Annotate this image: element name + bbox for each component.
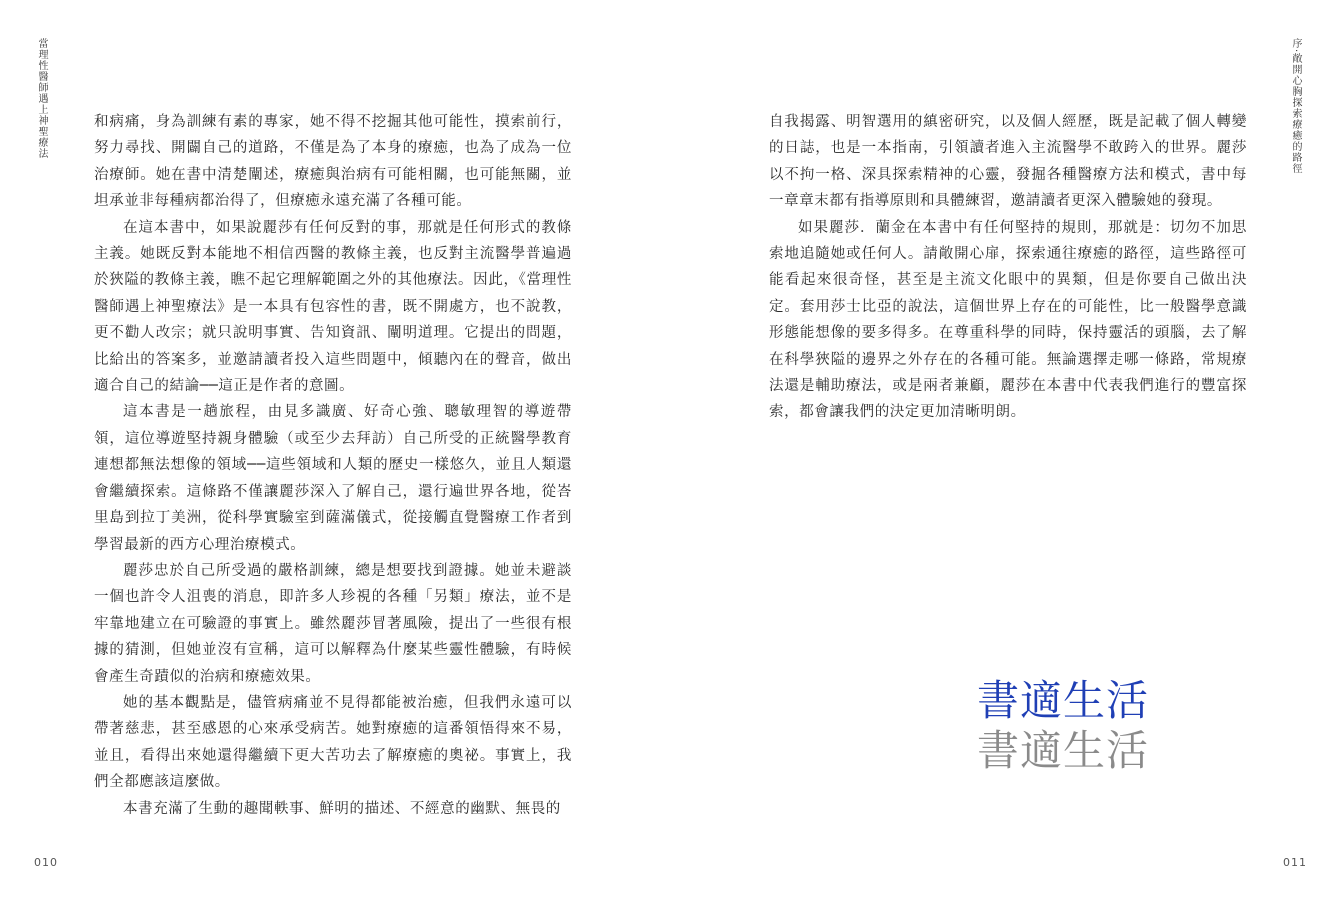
paragraph: 和病痛，身為訓練有素的專家，她不得不挖掘其他可能性，摸索前行，努力尋找、開闢自己的道路，不僅是為了本身的療癒，也為了成為一位治療師。她在書中清楚闡述，療癒與治病有可能相關，也可能無關，並坦承並非每種病都治得了，但療癒永遠充滿了各種可能。 (94, 114, 572, 210)
watermark-line-gray: 書適生活 (977, 726, 1150, 775)
right-page (669, 0, 1339, 906)
publisher-watermark (977, 676, 1149, 776)
right-page-body (769, 109, 1247, 426)
paragraph: 本書充滿了生動的趣聞軼事、鮮明的描述、不經意的幽默、無畏的 (123, 800, 561, 817)
paragraph: 在這本書中，如果說麗莎有任何反對的事，那就是任何形式的教條主義。她既反對本能地不相信西醫的教條主義，也反對主流醫學普遍過於狹隘的教條主義，瞧不起它理解範圍之外的其他療法。因此，《當理性醫師遇上神聖療法》是一本具有包容性的書，既不開處方，也不說教，更不勸人改宗；就只說明事實、告知資訊、闡明道理。它提出的問題，比給出的答案多，並邀請讀者投入這些問題中，傾聽內在的聲音，做出適合自己的結論──這正是作者的意圖。 (94, 219, 572, 395)
running-head-book-title: 當理性醫師遇上神聖療法 (36, 38, 47, 159)
paragraph: 如果麗莎．蘭金在本書中有任何堅持的規則，那就是：切勿不加思索地追隨她或任何人。請敞開心扉，探索通往療癒的路徑，這些路徑可能看起來很奇怪，甚至是主流文化眼中的異類，但是你要自己做出決定。套用莎士比亞的說法，這個世界上存在的可能性，比一般醫學意識形態能想像的要多得多。在尊重科學的同時，保持靈活的頭腦，去了解在科學狹隘的邊界之外存在的各種可能。無論選擇走哪一條路，常規療法還是輔助療法，或是兩者兼顧，麗莎在本書中代表我們進行的豐富探索，都會讓我們的決定更加清晰明朗。 (769, 219, 1247, 421)
left-page (0, 0, 669, 906)
page-number: 010 (34, 856, 58, 869)
paragraph: 這本書是一趟旅程，由見多識廣、好奇心強、聰敏理智的導遊帶領，這位導遊堅持親身體驗（或至少去拜訪）自己所受的正統醫學教育連想都無法想像的領域──這些領域和人類的歷史一樣悠久，並且人類還會繼續探索。這條路不僅讓麗莎深入了解自己，還行遍世界各地，從峇里島到拉丁美洲，從科學實驗室到薩滿儀式，從接觸直覺醫療工作者到學習最新的西方心理治療模式。 (94, 404, 572, 553)
left-page-body (94, 109, 572, 822)
running-head-chapter-title: 序‧敞開心胸探索療癒的路徑 (1290, 38, 1301, 175)
watermark-line-blue: 書適生活 (977, 676, 1150, 725)
paragraph: 麗莎忠於自己所受過的嚴格訓練，總是想要找到證據。她並未避談一個也許令人沮喪的消息，即許多人珍視的各種「另類」療法，並不是牢靠地建立在可驗證的事實上。雖然麗莎冒著風險，提出了一些很有根據的猜測，但她並沒有宣稱，這可以解釋為什麼某些靈性體驗，有時候會產生奇蹟似的治病和療癒效果。 (94, 562, 572, 685)
paragraph: 她的基本觀點是，儘管病痛並不見得都能被治癒，但我們永遠可以帶著慈悲，甚至感恩的心來承受病苦。她對療癒的這番領悟得來不易，並且，看得出來她還得繼續下更大苦功去了解療癒的奧祕。事實上，我們全都應該這麼做。 (94, 694, 572, 791)
page-number: 011 (1283, 856, 1307, 869)
paragraph: 自我揭露、明智選用的縝密研究，以及個人經歷，既是記載了個人轉變的日誌，也是一本指南，引領讀者進入主流醫學不敢跨入的世界。麗莎以不拘一格、深具探索精神的心靈，發掘各種醫療方法和模式，書中每一章章末都有指導原則和具體練習，邀請讀者更深入體驗她的發現。 (769, 114, 1247, 210)
